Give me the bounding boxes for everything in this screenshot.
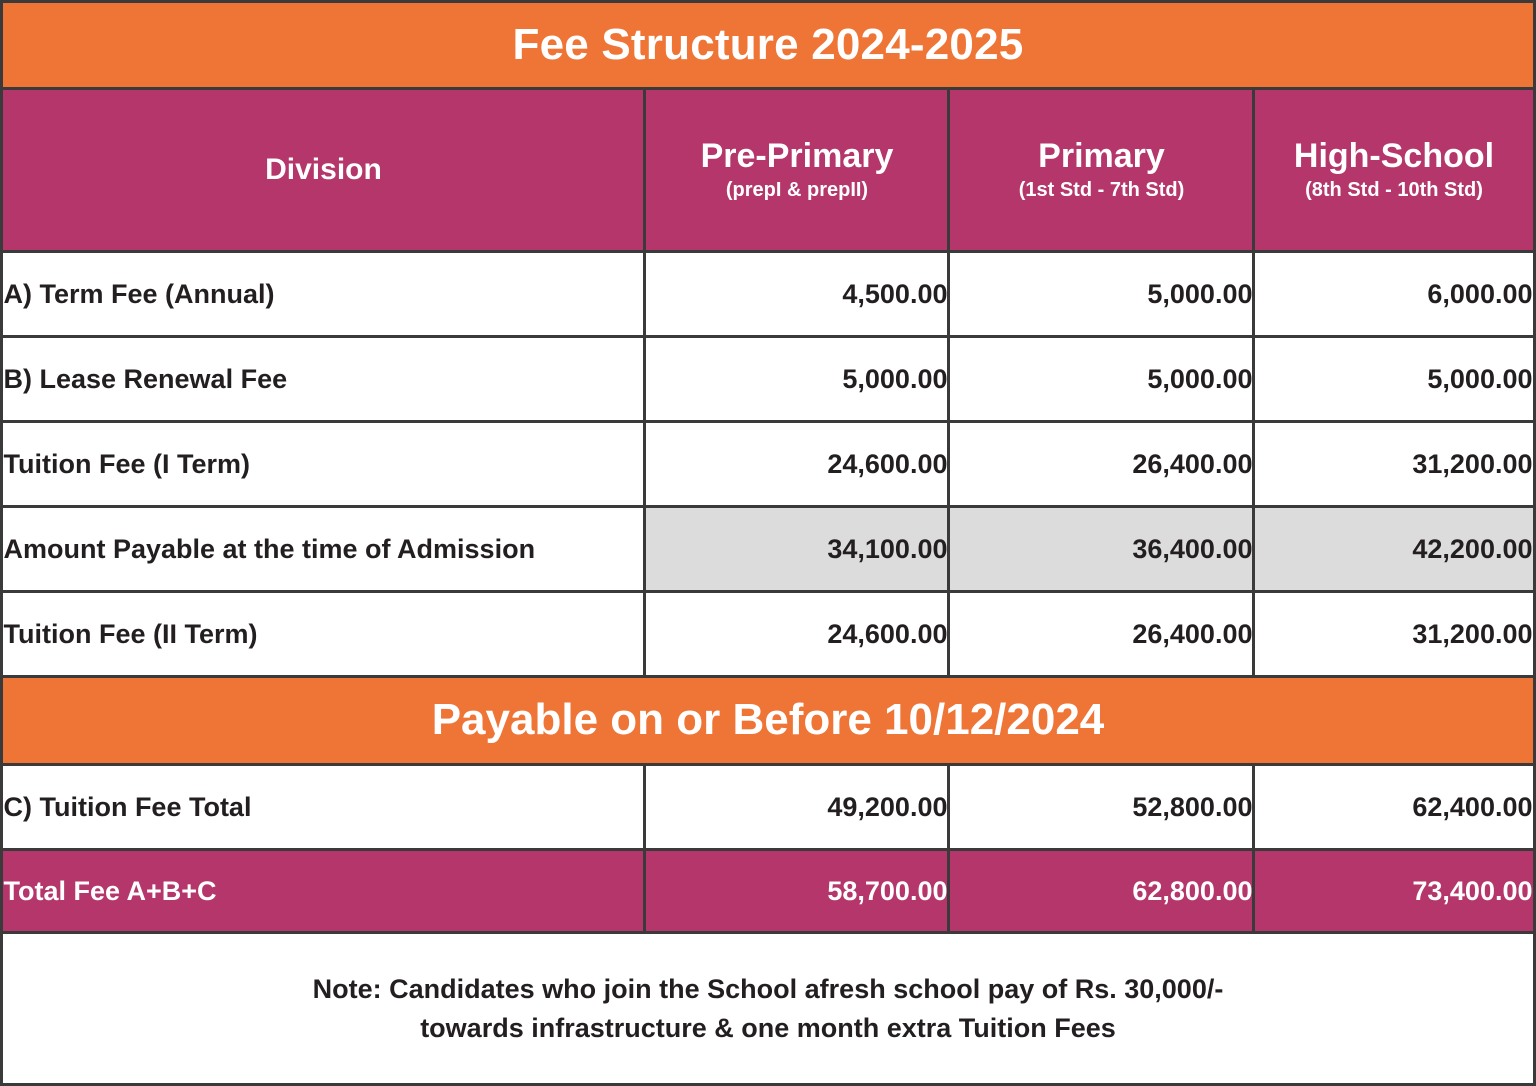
row-value-high-school: 31,200.00 — [1254, 592, 1534, 677]
note-line-1: Note: Candidates who join the School afresh school pay of Rs. 30,000/- — [312, 974, 1224, 1005]
table-row — [2, 765, 1534, 850]
header-cell-division — [2, 89, 645, 252]
header-high-school-title: High-School — [1293, 137, 1495, 176]
row-value-high-school: 42,200.00 — [1254, 507, 1534, 592]
note-block — [2, 933, 1534, 1085]
row-value-high-school: 5,000.00 — [1254, 337, 1534, 422]
row-value-pre-primary: 24,600.00 — [645, 422, 949, 507]
table-row-highlighted — [2, 507, 1534, 592]
header-high-school-subtitle: (8th Std - 10th Std) — [1305, 178, 1483, 201]
header-cell-high-school — [1254, 89, 1534, 252]
sheet-title: Fee Structure 2024-2025 — [2, 2, 1534, 89]
row-value-primary: 36,400.00 — [949, 507, 1254, 592]
total-row-label: Total Fee A+B+C — [2, 850, 645, 933]
row-label: Tuition Fee (II Term) — [2, 592, 645, 677]
row-value-primary: 26,400.00 — [949, 422, 1254, 507]
row-value-pre-primary: 24,600.00 — [645, 592, 949, 677]
total-value-primary: 62,800.00 — [949, 850, 1254, 933]
header-division-label: Division — [265, 153, 382, 187]
table-row — [2, 422, 1534, 507]
header-primary-subtitle: (1st Std - 7th Std) — [1018, 178, 1185, 201]
table-row-total — [2, 850, 1534, 933]
row-value-high-school: 62,400.00 — [1254, 765, 1534, 850]
row-label: Amount Payable at the time of Admission — [2, 507, 645, 592]
total-value-high-school: 73,400.00 — [1254, 850, 1534, 933]
row-value-primary: 52,800.00 — [949, 765, 1254, 850]
table-row — [2, 337, 1534, 422]
table-row — [2, 592, 1534, 677]
header-primary-title: Primary — [1038, 137, 1165, 176]
row-value-high-school: 6,000.00 — [1254, 252, 1534, 337]
table-row — [2, 252, 1534, 337]
row-value-pre-primary: 4,500.00 — [645, 252, 949, 337]
row-label: C) Tuition Fee Total — [2, 765, 645, 850]
note-line-2: towards infrastructure & one month extra Tuition Fees — [420, 1012, 1116, 1043]
total-value-pre-primary: 58,700.00 — [645, 850, 949, 933]
row-label: B) Lease Renewal Fee — [2, 337, 645, 422]
header-cell-pre-primary — [645, 89, 949, 252]
title-banner-row — [2, 2, 1534, 89]
row-value-pre-primary: 34,100.00 — [645, 507, 949, 592]
row-value-primary: 26,400.00 — [949, 592, 1254, 677]
row-label: Tuition Fee (I Term) — [2, 422, 645, 507]
row-value-high-school: 31,200.00 — [1254, 422, 1534, 507]
table-header-row — [2, 89, 1534, 252]
payable-deadline-text: Payable on or Before 10/12/2024 — [2, 677, 1534, 765]
row-label: A) Term Fee (Annual) — [2, 252, 645, 337]
payable-deadline-banner-row — [2, 677, 1534, 765]
header-pre-primary-subtitle: (prepI & prepII) — [725, 178, 869, 201]
row-value-primary: 5,000.00 — [949, 337, 1254, 422]
header-pre-primary-title: Pre-Primary — [700, 137, 894, 176]
row-value-primary: 5,000.00 — [949, 252, 1254, 337]
row-value-pre-primary: 49,200.00 — [645, 765, 949, 850]
header-cell-primary — [949, 89, 1254, 252]
row-value-pre-primary: 5,000.00 — [645, 337, 949, 422]
note-row — [2, 933, 1534, 1085]
